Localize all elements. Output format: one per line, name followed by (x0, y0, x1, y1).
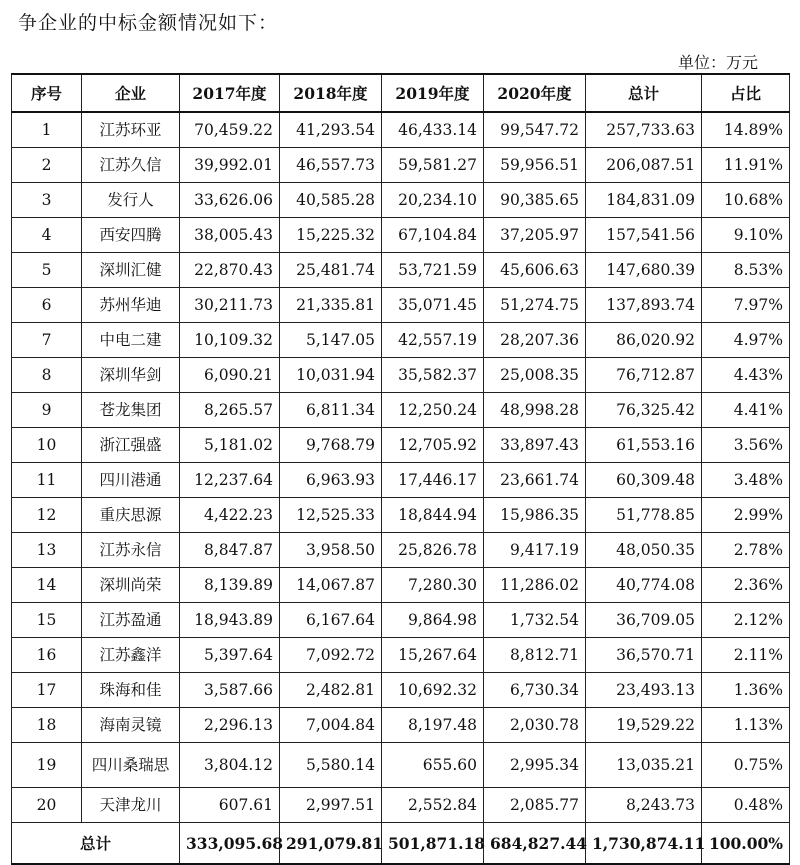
company-name: 江苏永信 (82, 533, 180, 568)
amount-2020: 25,008.35 (484, 358, 586, 393)
row-index: 8 (12, 358, 82, 393)
table-row (12, 323, 790, 358)
header-total: 总计 (586, 74, 702, 112)
amount-total: 61,553.16 (586, 428, 702, 463)
company-name: 深圳华剑 (82, 358, 180, 393)
amount-2019: 35,582.37 (382, 358, 484, 393)
amount-2018: 5,147.05 (280, 323, 382, 358)
amount-2020: 2,030.78 (484, 708, 586, 743)
row-index: 16 (12, 638, 82, 673)
total-2017: 333,095.68 (180, 823, 280, 865)
row-index: 2 (12, 148, 82, 183)
row-index: 1 (12, 112, 82, 148)
amount-2017: 39,992.01 (180, 148, 280, 183)
header-2020: 2020年度 (484, 74, 586, 112)
amount-2017: 5,181.02 (180, 428, 280, 463)
share-percent: 2.11% (702, 638, 790, 673)
amount-2017: 8,847.87 (180, 533, 280, 568)
share-percent: 2.99% (702, 498, 790, 533)
amount-2020: 15,986.35 (484, 498, 586, 533)
amount-2019: 15,267.64 (382, 638, 484, 673)
amount-2017: 10,109.32 (180, 323, 280, 358)
table-row (12, 253, 790, 288)
amount-2020: 9,417.19 (484, 533, 586, 568)
amount-2020: 45,606.63 (484, 253, 586, 288)
share-percent: 8.53% (702, 253, 790, 288)
share-percent: 10.68% (702, 183, 790, 218)
amount-2020: 11,286.02 (484, 568, 586, 603)
amount-2019: 18,844.94 (382, 498, 484, 533)
amount-2019: 42,557.19 (382, 323, 484, 358)
bid-amount-table (11, 73, 790, 865)
amount-2017: 2,296.13 (180, 708, 280, 743)
amount-2018: 41,293.54 (280, 112, 382, 148)
row-index: 9 (12, 393, 82, 428)
company-name: 江苏鑫洋 (82, 638, 180, 673)
share-percent: 14.89% (702, 112, 790, 148)
amount-total: 157,541.56 (586, 218, 702, 253)
amount-2018: 3,958.50 (280, 533, 382, 568)
row-index: 18 (12, 708, 82, 743)
amount-2018: 25,481.74 (280, 253, 382, 288)
table-row (12, 533, 790, 568)
share-percent: 1.36% (702, 673, 790, 708)
share-percent: 4.97% (702, 323, 790, 358)
amount-2018: 6,167.64 (280, 603, 382, 638)
unit-label: 单位：万元 (677, 53, 758, 72)
row-index: 19 (12, 743, 82, 788)
amount-2019: 7,280.30 (382, 568, 484, 603)
table-row (12, 673, 790, 708)
amount-2020: 37,205.97 (484, 218, 586, 253)
table-body (12, 112, 790, 823)
amount-2018: 12,525.33 (280, 498, 382, 533)
amount-2018: 46,557.73 (280, 148, 382, 183)
share-percent: 0.75% (702, 743, 790, 788)
company-name: 江苏久信 (82, 148, 180, 183)
table-row (12, 288, 790, 323)
amount-2018: 7,092.72 (280, 638, 382, 673)
amount-total: 206,087.51 (586, 148, 702, 183)
amount-2019: 53,721.59 (382, 253, 484, 288)
row-index: 4 (12, 218, 82, 253)
row-index: 12 (12, 498, 82, 533)
amount-2017: 6,090.21 (180, 358, 280, 393)
amount-2018: 2,997.51 (280, 788, 382, 823)
amount-total: 36,709.05 (586, 603, 702, 638)
amount-2020: 2,085.77 (484, 788, 586, 823)
amount-2017: 22,870.43 (180, 253, 280, 288)
amount-total: 36,570.71 (586, 638, 702, 673)
total-sum: 1,730,874.11 (586, 823, 702, 865)
amount-2020: 99,547.72 (484, 112, 586, 148)
amount-2019: 9,864.98 (382, 603, 484, 638)
header-2018: 2018年度 (280, 74, 382, 112)
table-row (12, 218, 790, 253)
share-percent: 2.12% (702, 603, 790, 638)
table-row (12, 428, 790, 463)
amount-total: 257,733.63 (586, 112, 702, 148)
total-row (12, 823, 790, 865)
table-row (12, 148, 790, 183)
company-name: 珠海和佳 (82, 673, 180, 708)
amount-2019: 25,826.78 (382, 533, 484, 568)
amount-total: 147,680.39 (586, 253, 702, 288)
amount-total: 19,529.22 (586, 708, 702, 743)
row-index: 20 (12, 788, 82, 823)
share-percent: 2.78% (702, 533, 790, 568)
amount-2017: 12,237.64 (180, 463, 280, 498)
amount-2018: 21,335.81 (280, 288, 382, 323)
amount-total: 76,712.87 (586, 358, 702, 393)
row-index: 13 (12, 533, 82, 568)
amount-total: 13,035.21 (586, 743, 702, 788)
company-name: 四川桑瑞思 (82, 743, 180, 788)
table-row (12, 183, 790, 218)
amount-2018: 7,004.84 (280, 708, 382, 743)
company-name: 苍龙集团 (82, 393, 180, 428)
amount-2018: 6,811.34 (280, 393, 382, 428)
total-2018: 291,079.81 (280, 823, 382, 865)
amount-2020: 1,732.54 (484, 603, 586, 638)
amount-2019: 67,104.84 (382, 218, 484, 253)
table-row (12, 358, 790, 393)
header-2017: 2017年度 (180, 74, 280, 112)
total-label: 总计 (12, 823, 180, 865)
total-2020: 684,827.44 (484, 823, 586, 865)
table-row (12, 568, 790, 603)
header-2019: 2019年度 (382, 74, 484, 112)
amount-2019: 2,552.84 (382, 788, 484, 823)
amount-2018: 6,963.93 (280, 463, 382, 498)
header-share: 占比 (702, 74, 790, 112)
row-index: 3 (12, 183, 82, 218)
amount-2017: 33,626.06 (180, 183, 280, 218)
amount-2017: 8,139.89 (180, 568, 280, 603)
amount-2017: 3,587.66 (180, 673, 280, 708)
row-index: 5 (12, 253, 82, 288)
share-percent: 4.41% (702, 393, 790, 428)
amount-2019: 8,197.48 (382, 708, 484, 743)
table-row (12, 603, 790, 638)
total-share: 100.00% (702, 823, 790, 865)
company-name: 江苏环亚 (82, 112, 180, 148)
amount-2017: 18,943.89 (180, 603, 280, 638)
amount-2018: 14,067.87 (280, 568, 382, 603)
table-header-row (12, 74, 790, 112)
row-index: 15 (12, 603, 82, 638)
share-percent: 3.56% (702, 428, 790, 463)
company-name: 江苏盈通 (82, 603, 180, 638)
amount-total: 76,325.42 (586, 393, 702, 428)
amount-2020: 59,956.51 (484, 148, 586, 183)
amount-2018: 2,482.81 (280, 673, 382, 708)
amount-2020: 33,897.43 (484, 428, 586, 463)
amount-2019: 46,433.14 (382, 112, 484, 148)
amount-2019: 655.60 (382, 743, 484, 788)
share-percent: 0.48% (702, 788, 790, 823)
company-name: 浙江强盛 (82, 428, 180, 463)
amount-total: 40,774.08 (586, 568, 702, 603)
total-2019: 501,871.18 (382, 823, 484, 865)
amount-2017: 38,005.43 (180, 218, 280, 253)
company-name: 四川港通 (82, 463, 180, 498)
amount-total: 48,050.35 (586, 533, 702, 568)
amount-2017: 3,804.12 (180, 743, 280, 788)
amount-2019: 12,250.24 (382, 393, 484, 428)
table-row (12, 498, 790, 533)
share-percent: 1.13% (702, 708, 790, 743)
row-index: 7 (12, 323, 82, 358)
company-name: 深圳尚荣 (82, 568, 180, 603)
amount-2020: 8,812.71 (484, 638, 586, 673)
company-name: 重庆思源 (82, 498, 180, 533)
amount-total: 23,493.13 (586, 673, 702, 708)
table-row (12, 788, 790, 823)
amount-2019: 35,071.45 (382, 288, 484, 323)
row-index: 6 (12, 288, 82, 323)
amount-total: 51,778.85 (586, 498, 702, 533)
amount-2017: 8,265.57 (180, 393, 280, 428)
row-index: 11 (12, 463, 82, 498)
company-name: 发行人 (82, 183, 180, 218)
company-name: 中电二建 (82, 323, 180, 358)
row-index: 10 (12, 428, 82, 463)
company-name: 西安四腾 (82, 218, 180, 253)
amount-2018: 9,768.79 (280, 428, 382, 463)
amount-2017: 4,422.23 (180, 498, 280, 533)
amount-2019: 59,581.27 (382, 148, 484, 183)
amount-total: 184,831.09 (586, 183, 702, 218)
amount-2017: 30,211.73 (180, 288, 280, 323)
amount-total: 8,243.73 (586, 788, 702, 823)
share-percent: 4.43% (702, 358, 790, 393)
table-row (12, 393, 790, 428)
amount-2017: 5,397.64 (180, 638, 280, 673)
amount-2019: 17,446.17 (382, 463, 484, 498)
amount-2019: 20,234.10 (382, 183, 484, 218)
amount-2020: 28,207.36 (484, 323, 586, 358)
amount-2019: 10,692.32 (382, 673, 484, 708)
amount-2020: 51,274.75 (484, 288, 586, 323)
amount-2017: 70,459.22 (180, 112, 280, 148)
amount-total: 60,309.48 (586, 463, 702, 498)
share-percent: 7.97% (702, 288, 790, 323)
company-name: 深圳汇健 (82, 253, 180, 288)
share-percent: 2.36% (702, 568, 790, 603)
row-index: 17 (12, 673, 82, 708)
table-row (12, 112, 790, 148)
amount-2019: 12,705.92 (382, 428, 484, 463)
share-percent: 11.91% (702, 148, 790, 183)
amount-2020: 48,998.28 (484, 393, 586, 428)
table-row (12, 638, 790, 673)
amount-2020: 6,730.34 (484, 673, 586, 708)
table-row (12, 743, 790, 788)
company-name: 天津龙川 (82, 788, 180, 823)
company-name: 苏州华迪 (82, 288, 180, 323)
amount-2020: 2,995.34 (484, 743, 586, 788)
amount-total: 86,020.92 (586, 323, 702, 358)
share-percent: 9.10% (702, 218, 790, 253)
amount-2020: 23,661.74 (484, 463, 586, 498)
amount-2017: 607.61 (180, 788, 280, 823)
row-index: 14 (12, 568, 82, 603)
table-row (12, 463, 790, 498)
amount-2018: 5,580.14 (280, 743, 382, 788)
share-percent: 3.48% (702, 463, 790, 498)
header-company: 企业 (82, 74, 180, 112)
amount-2020: 90,385.65 (484, 183, 586, 218)
amount-2018: 10,031.94 (280, 358, 382, 393)
intro-text: 争企业的中标金额情况如下： (18, 12, 279, 34)
amount-2018: 15,225.32 (280, 218, 382, 253)
table-row (12, 708, 790, 743)
amount-2018: 40,585.28 (280, 183, 382, 218)
header-index: 序号 (12, 74, 82, 112)
company-name: 海南灵镜 (82, 708, 180, 743)
amount-total: 137,893.74 (586, 288, 702, 323)
